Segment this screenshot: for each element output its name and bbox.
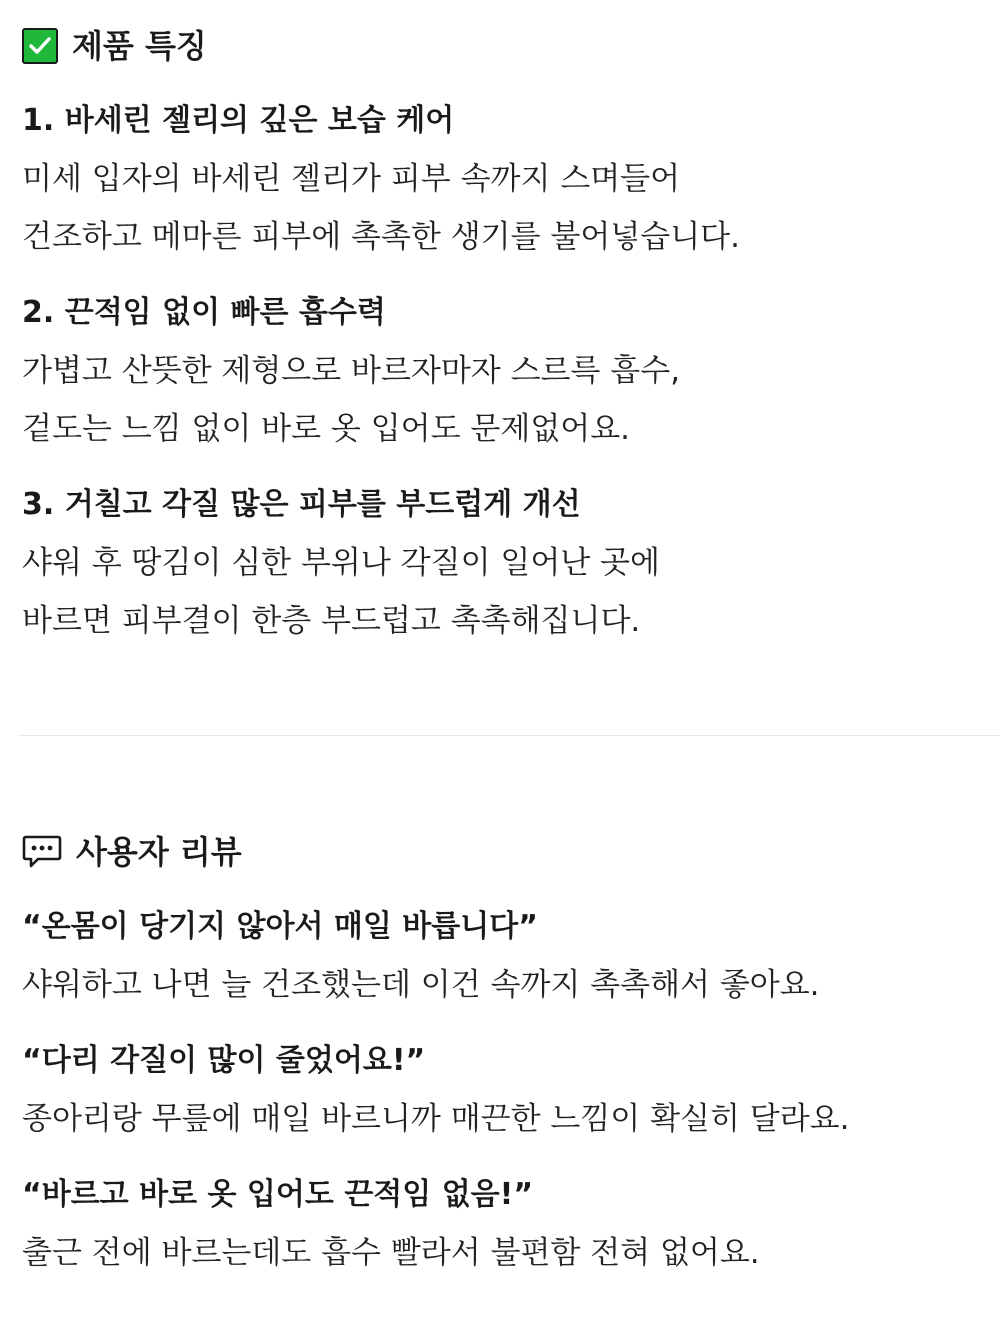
section-divider (18, 735, 1000, 736)
feature-1-line-2: 건조하고 메마른 피부에 촉촉한 생기를 불어넣습니다. (22, 219, 740, 255)
review-quote-1: “온몸이 당기지 않아서 매일 바릅니다” (22, 909, 538, 944)
reviews-title-text: 사용자 리뷰 (76, 833, 242, 871)
feature-2-line-1: 가볍고 산뜻한 제형으로 바르자마자 스르륵 흡수, (22, 353, 681, 389)
review-quote-3: “바르고 바로 옷 입어도 끈적임 없음!” (22, 1177, 534, 1212)
feature-3-line-1: 샤워 후 땅김이 심한 부위나 각질이 일어난 곳에 (22, 545, 660, 581)
feature-2-line-2: 겉도는 느낌 없이 바로 옷 입어도 문제없어요. (22, 411, 631, 447)
review-text-2: 종아리랑 무릎에 매일 바르니까 매끈한 느낌이 확실히 달라요. (22, 1101, 850, 1137)
feature-1-line-1: 미세 입자의 바세린 젤리가 피부 속까지 스며들어 (22, 161, 681, 197)
feature-heading-1: 1. 바세린 젤리의 깊은 보습 케어 (22, 103, 455, 138)
features-section-title (22, 28, 207, 64)
review-text-3: 출근 전에 바르는데도 흡수 빨라서 불편함 전혀 없어요. (22, 1235, 760, 1271)
features-title-text: 제품 특징 (72, 27, 207, 65)
review-text-1: 샤워하고 나면 늘 건조했는데 이건 속까지 촉촉해서 좋아요. (22, 967, 820, 1003)
feature-3-line-2: 바르면 피부결이 한층 부드럽고 촉촉해집니다. (22, 603, 641, 639)
feature-heading-3: 3. 거칠고 각질 많은 피부를 부드럽게 개선 (22, 487, 581, 522)
review-quote-2: “다리 각질이 많이 줄었어요!” (22, 1043, 426, 1078)
speech-bubble-icon (22, 834, 62, 870)
check-mark-button-icon (22, 28, 58, 64)
feature-heading-2: 2. 끈적임 없이 빠른 흡수력 (22, 295, 386, 330)
reviews-section-title (22, 834, 242, 870)
